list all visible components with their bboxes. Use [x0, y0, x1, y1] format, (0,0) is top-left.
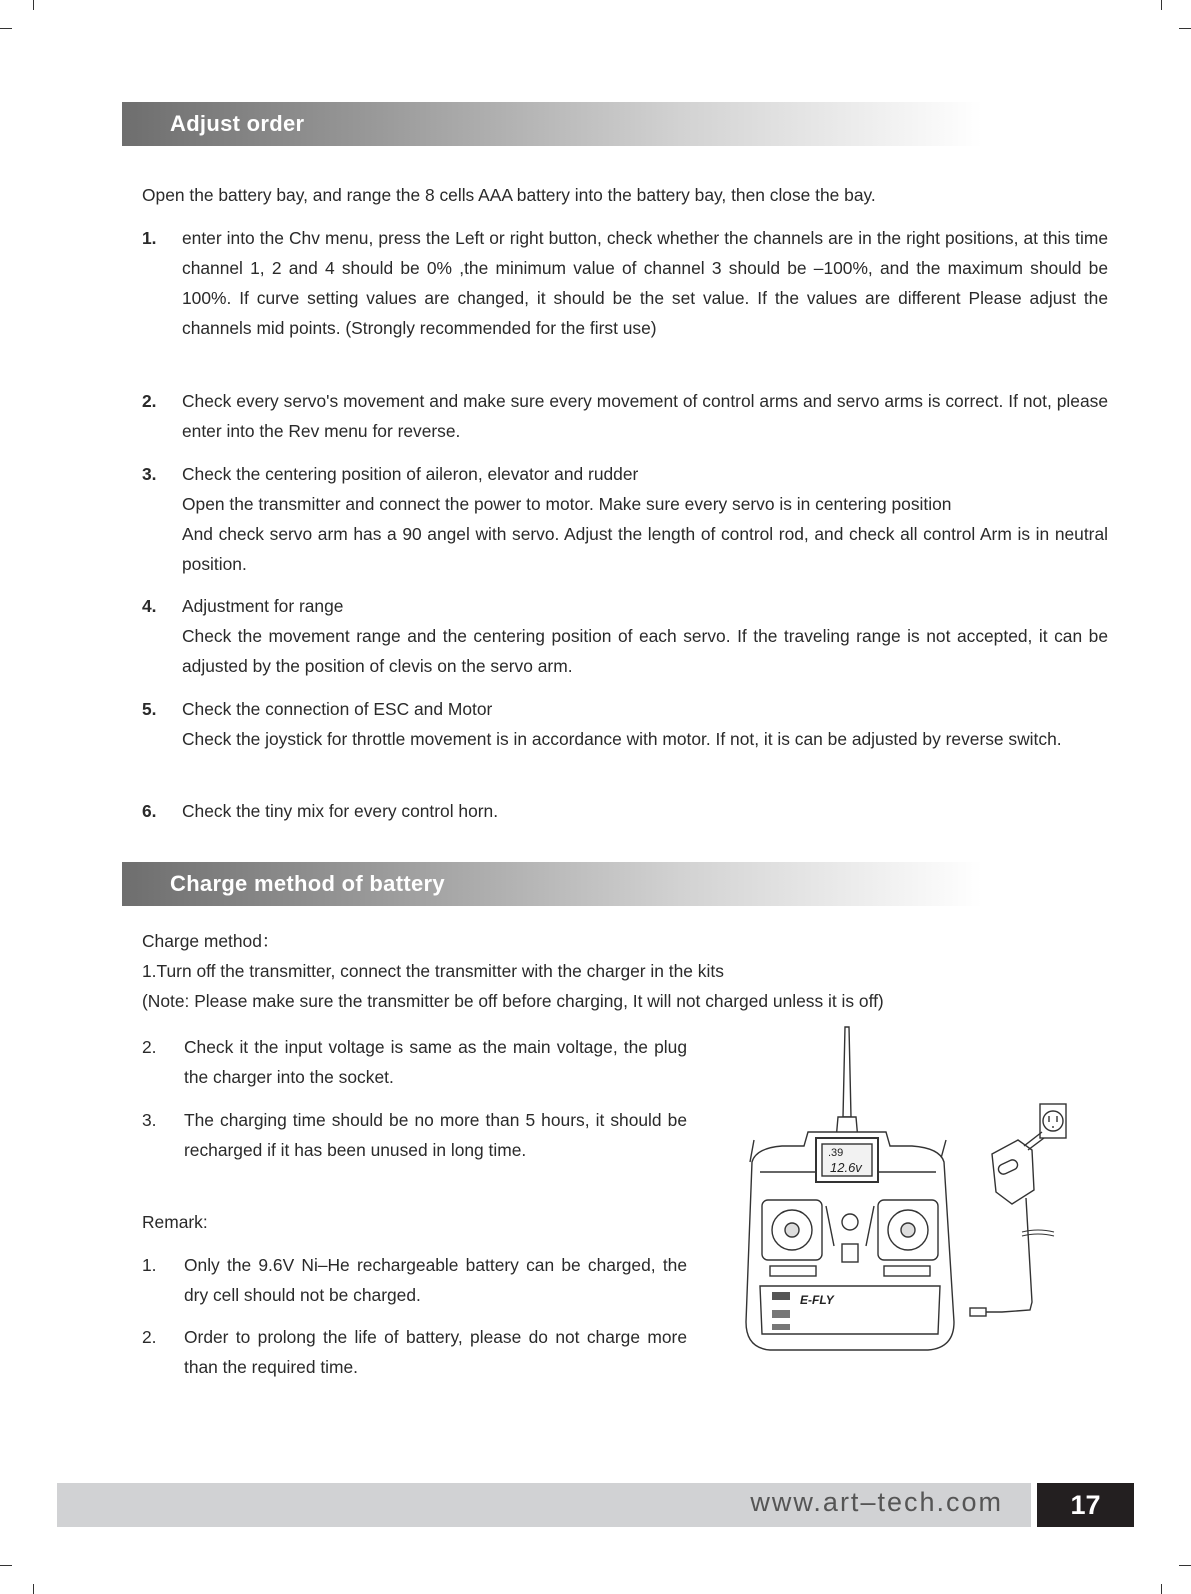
lcd-bottom-text: 12.6v: [830, 1160, 862, 1175]
remark-1: [184, 1250, 687, 1310]
charge-note: (Note: Please make sure the transmitter be off before charging, It will not charged unless it is off): [142, 991, 884, 1011]
remark-number: 2.: [142, 1327, 157, 1347]
remark-label: Remark:: [142, 1212, 208, 1232]
adjust-item-2: [182, 386, 1108, 446]
item-text: Check the movement range and the centering position of each servo. If the traveling range is not accepted, it can be adjusted by the position of clevis on the servo arm.: [182, 626, 1108, 676]
remark-text: Order to prolong the life of battery, please do not charge more than the required time.: [184, 1327, 687, 1377]
adjust-item-4: [182, 591, 1108, 681]
item-text: Check the joystick for throttle movement is in accordance with motor. If not, it is can be adjusted by reverse switch.: [182, 729, 1062, 749]
step-number: 3.: [142, 1110, 157, 1130]
item-text: Check the tiny mix for every control horn.: [182, 801, 499, 821]
brand-logo-text: E-FLY: [800, 1293, 834, 1307]
item-number: 1.: [142, 228, 157, 248]
section-header-charge-method: [122, 862, 982, 906]
remark-text: Only the 9.6V Ni–He rechargeable battery can be charged, the dry cell should not be charged.: [184, 1255, 687, 1305]
crop-mark: [1179, 1565, 1191, 1566]
crop-mark: [33, 0, 34, 10]
item-number: 6.: [142, 801, 157, 821]
transmitter-charger-illustration: [742, 1022, 1082, 1370]
remark-2: [184, 1322, 687, 1382]
lcd-top-text: .39: [828, 1147, 844, 1159]
adjust-item-3: [182, 459, 1108, 579]
section-title: Charge method of battery: [170, 871, 445, 896]
item-text: And check servo arm has a 90 angel with servo. Adjust the length of control rod, and check all control Arm is in neutral position.: [182, 524, 1108, 574]
crop-mark: [1161, 1584, 1162, 1594]
adjust-item-1: [182, 223, 1108, 343]
footer-bar: [57, 1483, 1031, 1527]
item-number: 5.: [142, 699, 157, 719]
charge-step-2: [184, 1032, 687, 1092]
item-text: Check every servo's movement and make sure every movement of control arms and servo arms is correct. If not, please enter into the Rev menu for reverse.: [182, 391, 1108, 441]
crop-mark: [0, 1565, 12, 1566]
item-number: 3.: [142, 464, 157, 484]
step-number: 2.: [142, 1037, 157, 1057]
item-number: 4.: [142, 596, 157, 616]
section-header-adjust-order: [122, 102, 982, 146]
item-number: 2.: [142, 391, 157, 411]
item-text: Adjustment for range: [182, 596, 344, 616]
step-text: Check it the input voltage is same as the main voltage, the plug the charger into the socket.: [184, 1037, 687, 1087]
charge-step-3: [184, 1105, 687, 1165]
charge-step-1: 1.Turn off the transmitter, connect the transmitter with the charger in the kits: [142, 961, 724, 981]
footer-url: www.art–tech.com: [750, 1487, 1003, 1517]
crop-mark: [1179, 28, 1191, 29]
remark-number: 1.: [142, 1255, 157, 1275]
adjust-item-5: [182, 694, 1108, 754]
item-text: Open the transmitter and connect the power to motor. Make sure every servo is in centering position: [182, 494, 952, 514]
crop-mark: [33, 1584, 34, 1594]
item-text: Check the centering position of aileron, elevator and rudder: [182, 464, 639, 484]
item-text: Check the connection of ESC and Motor: [182, 699, 493, 719]
intro-text: Open the battery bay, and range the 8 cells AAA battery into the battery bay, then close the bay.: [142, 185, 876, 205]
item-text: enter into the Chv menu, press the Left or right button, check whether the channels are in the right positions, at this time channel 1, 2 and 4 should be 0% ,the minimum value of channel 3 should be –100%, and the maximum should be 100%. If curve setting values are changed, it should be the set value. If the values are different Please adjust the channels mid points. (Strongly recommended for the first use): [182, 228, 1108, 338]
crop-mark: [1161, 0, 1162, 10]
charge-method-label: Charge method：: [142, 931, 280, 951]
crop-mark: [0, 28, 12, 29]
step-text: The charging time should be no more than 5 hours, it should be recharged if it has been unused in long time.: [184, 1110, 687, 1160]
adjust-item-6: [182, 796, 1108, 826]
page-number: 17: [1037, 1483, 1134, 1527]
section-title: Adjust order: [170, 111, 305, 136]
